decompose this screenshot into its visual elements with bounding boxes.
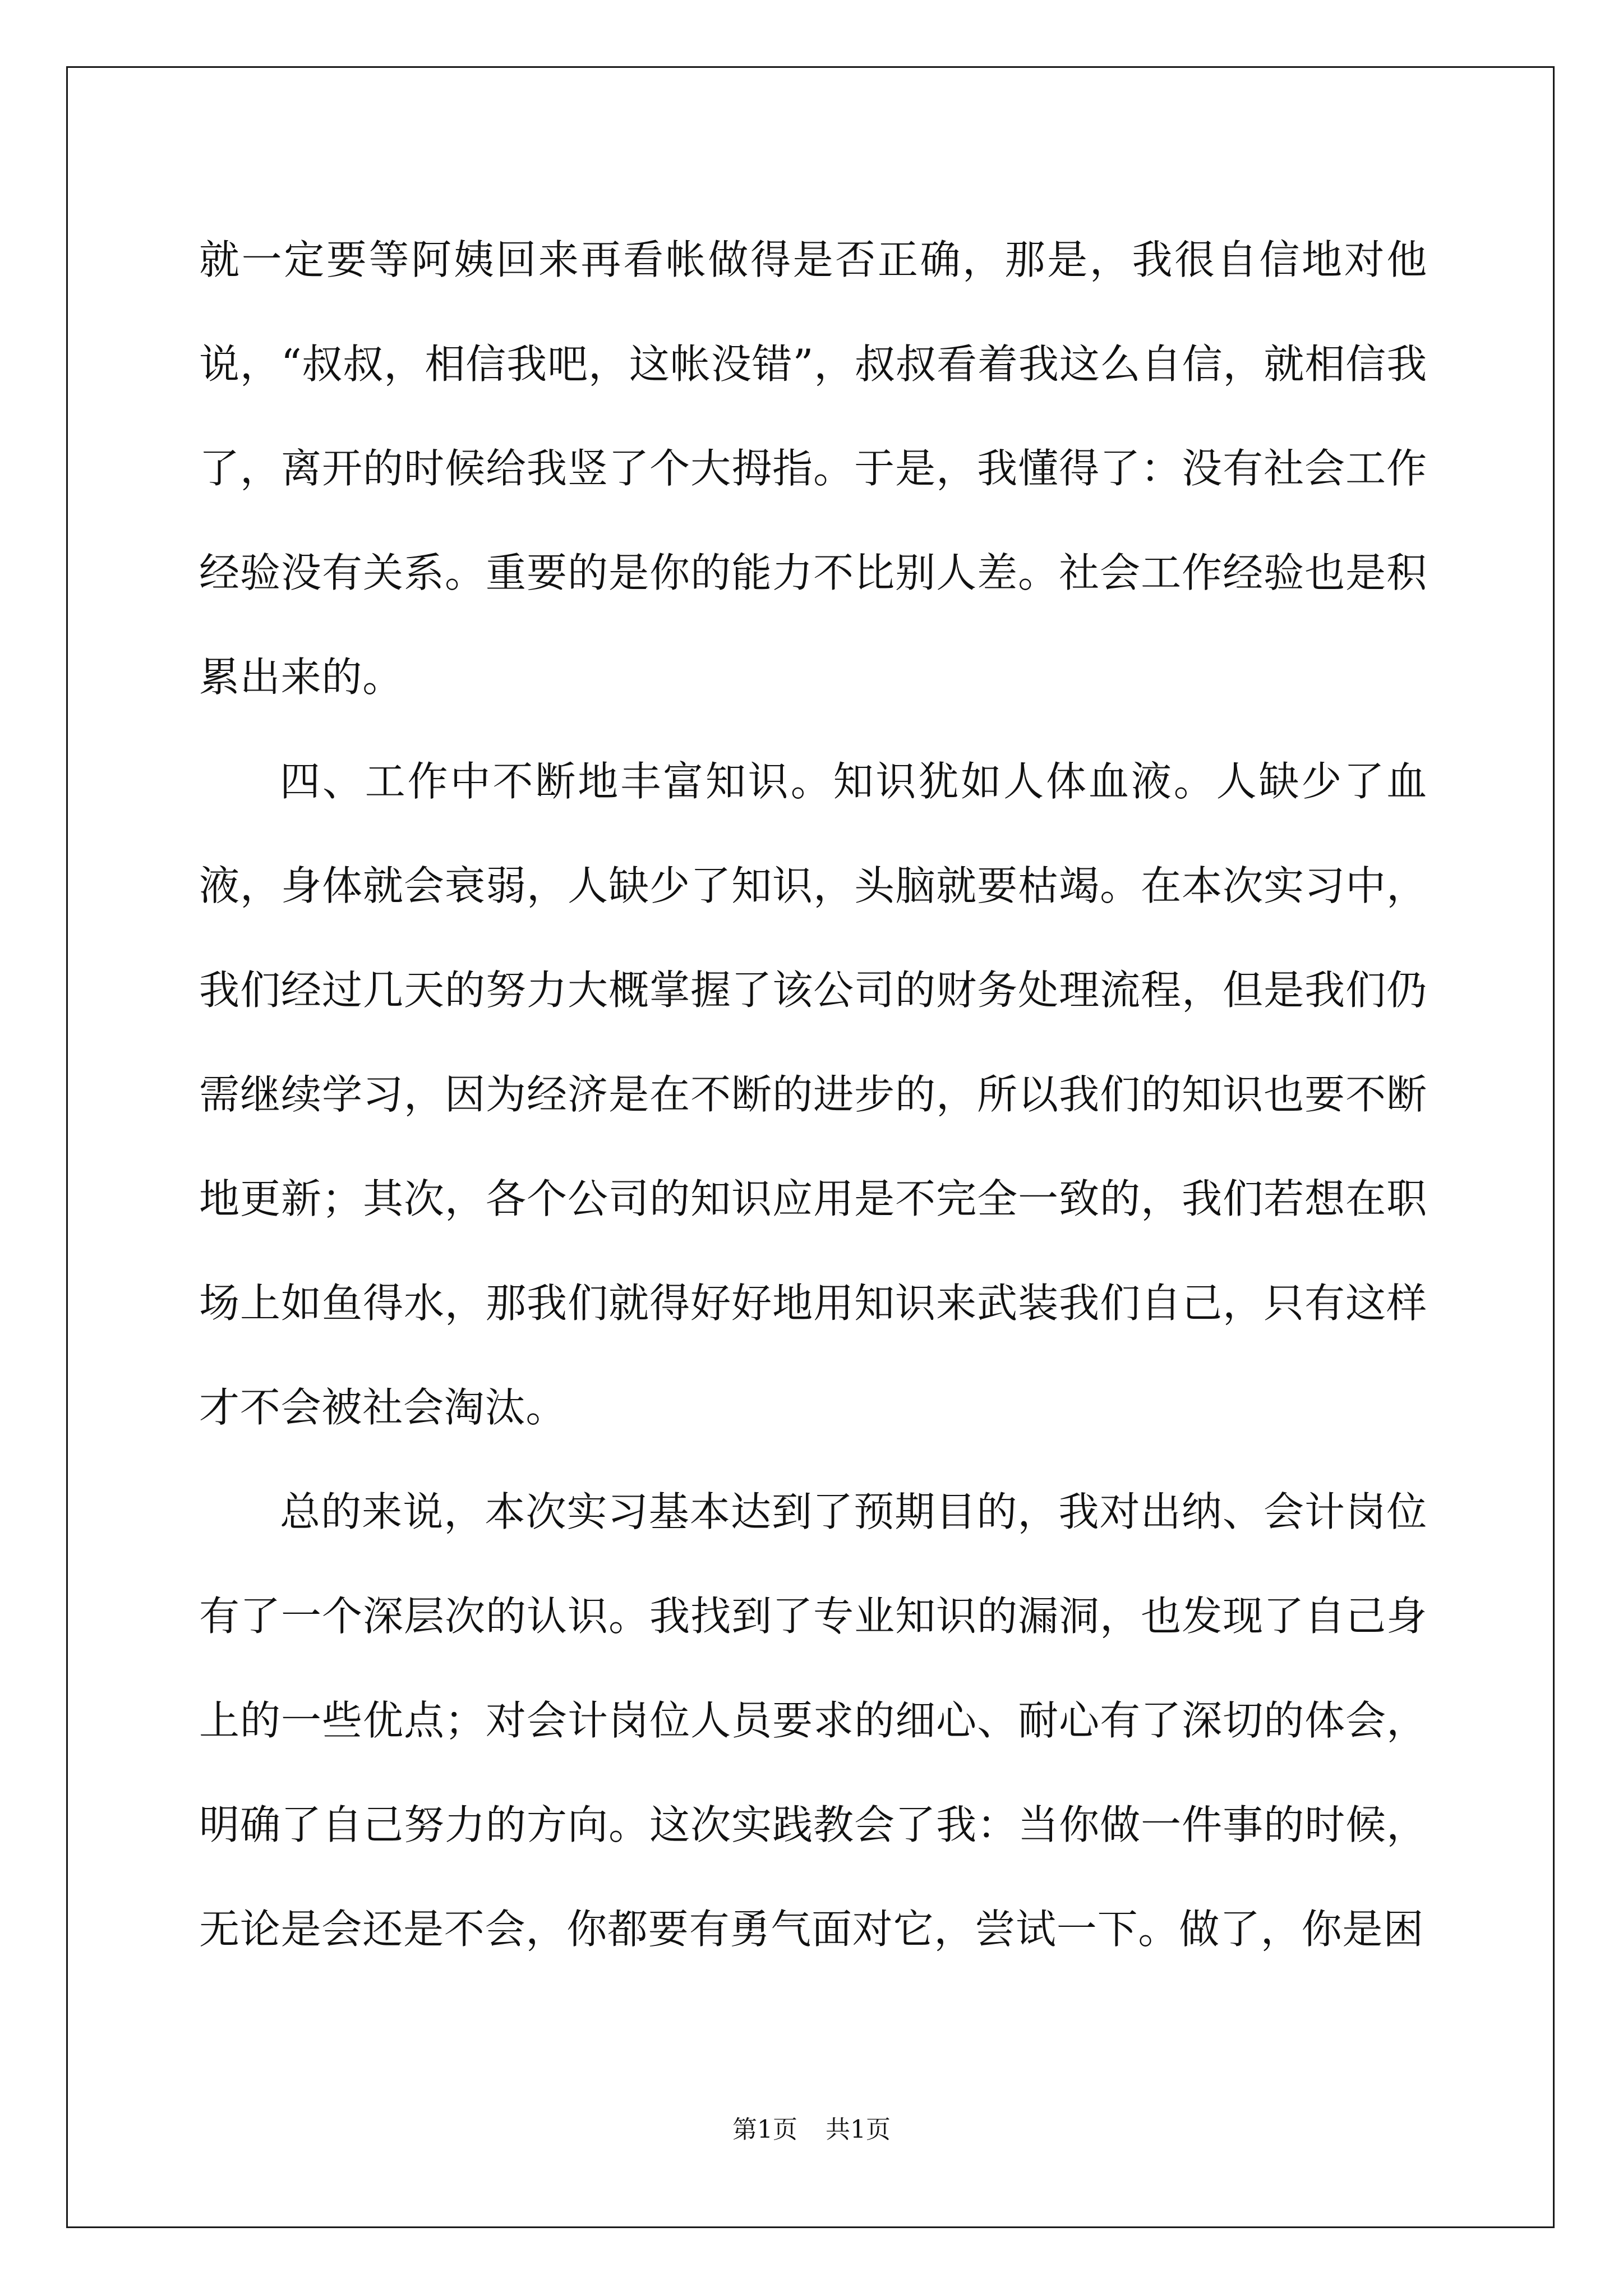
paragraph-summary: 总的来说，本次实习基本达到了预期目的，我对出纳、会计岗位有了一个深层次的认识。我找到了专业知识的漏洞，也发现了自己身上的一些优点；对会计岗位人员要求的细心、耐心有了深切的体会，明确了自己努力的方向。这次实践教会了我：当你做一件事的时候，无论是会还是不会，你都要有勇气面对它，尝试一下。做了，你是困 — [199, 1488, 1427, 1953]
page-footer — [0, 2109, 1623, 2145]
document-body — [199, 208, 1427, 1981]
page-number: 第1页 — [732, 2115, 797, 2144]
page-total: 共1页 — [826, 2115, 891, 2144]
paragraph-continuation: 就一定要等阿姨回来再看帐做得是否正确，那是，我很自信地对他说，“叔叔，相信我吧，这帐没错”，叔叔看着我这么自信，就相信我了，离开的时候给我竖了个大拇指。于是，我懂得了：没有社会工作经验没有关系。重要的是你的能力不比别人差。社会工作经验也是积累出来的。 — [199, 236, 1427, 701]
paragraph-knowledge: 四、工作中不断地丰富知识。知识犹如人体血液。人缺少了血液，身体就会衰弱，人缺少了知识，头脑就要枯竭。在本次实习中，我们经过几天的努力大概掌握了该公司的财务处理流程，但是我们仍需继续学习，因为经济是在不断的进步的，所以我们的知识也要不断地更新；其次，各个公司的知识应用是不完全一致的，我们若想在职场上如鱼得水，那我们就得好好地用知识来武装我们自己，只有这样才不会被社会淘汰。 — [199, 758, 1427, 1431]
